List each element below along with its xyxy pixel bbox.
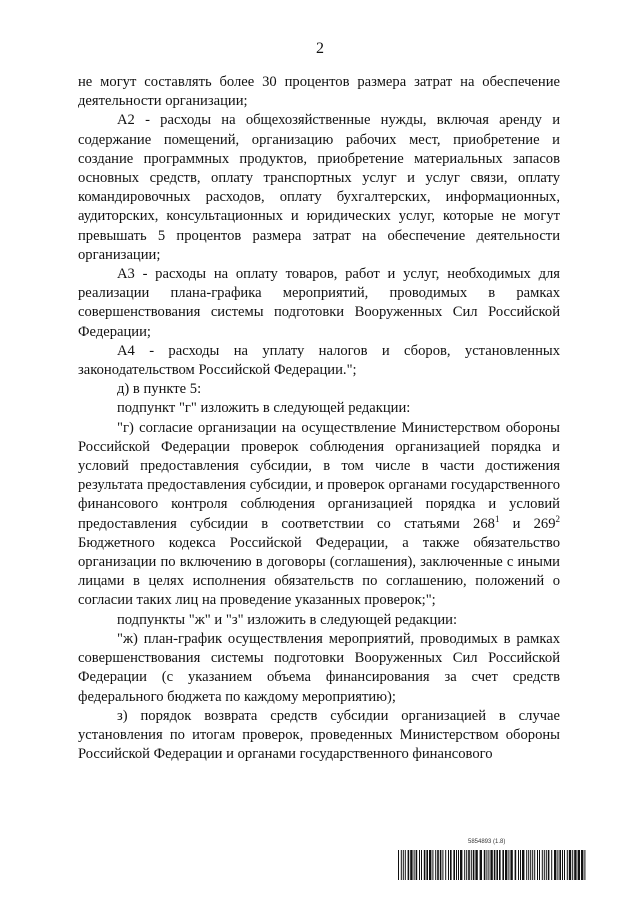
- barcode-bar: [567, 850, 568, 880]
- barcode-bar: [408, 850, 410, 880]
- barcode-bar: [410, 850, 412, 880]
- barcode-bar: [432, 850, 433, 880]
- barcode-bar: [419, 850, 420, 880]
- barcode-bar: [466, 850, 467, 880]
- paragraph-a2: А2 - расходы на общехозяйственные нужды, включая аренду и содержание помещений, организацию рабочих мест, приобретение и создание программных продуктов, приобретение материальных запасов основных средств, оплату транспортных услуг и услуг связи, оплату командировочных расходов, оплату бухгалтерских, информационных, аудиторских, консультационных и юридических услуг, которые не могут превышать 5 процентов размера затрат на обеспечение деятельности организации;: [78, 112, 560, 263]
- barcode-bar: [458, 850, 459, 880]
- barcode-bar: [426, 850, 428, 880]
- page-number: 2: [316, 40, 324, 57]
- barcode-bar: [542, 850, 543, 880]
- barcode-bar: [473, 850, 475, 880]
- barcode-bar: [414, 850, 415, 880]
- paragraph-subpoint-z: з) порядок возврата средств субсидии организацией в случае установления по итогам проверок, проведенных Министерством обороны Российской Федерации и органами государственного финансового: [78, 707, 560, 763]
- barcode-label: 5854893 (1.8): [468, 839, 506, 845]
- barcode-bar: [499, 850, 501, 880]
- barcode-bar: [453, 850, 455, 880]
- barcode-bar: [584, 850, 585, 880]
- barcode-bar: [429, 850, 431, 880]
- barcode-bar: [437, 850, 439, 880]
- barcode-bar: [557, 850, 558, 880]
- barcode-bar: [544, 850, 545, 880]
- barcode-bar: [532, 850, 533, 880]
- barcode-bar: [416, 850, 418, 880]
- barcode-bar: [528, 850, 529, 880]
- barcode-bar: [526, 850, 527, 880]
- barcode-bar: [440, 850, 442, 880]
- barcode-bar: [490, 850, 492, 880]
- barcode-bar: [448, 850, 449, 880]
- barcode-bar: [578, 850, 580, 880]
- barcode-bar: [421, 850, 422, 880]
- text-run: и 269: [499, 515, 556, 532]
- document-body: [78, 73, 560, 764]
- barcode-bar: [502, 850, 504, 880]
- paragraph-a4: А4 - расходы на уплату налогов и сборов, установленных законодательством Российской Федерации.";: [78, 342, 560, 379]
- superscript: 2: [555, 513, 560, 524]
- barcode-bar: [539, 850, 540, 880]
- barcode-bar: [480, 850, 482, 880]
- barcode-bar: [551, 850, 552, 880]
- barcode-bar: [471, 850, 472, 880]
- document-barcode: [398, 838, 588, 888]
- barcode-bar: [554, 850, 556, 880]
- barcode-bar: [564, 850, 565, 880]
- superscript: 1: [494, 513, 500, 524]
- barcode-bar: [562, 850, 563, 880]
- barcode-bar: [484, 850, 486, 880]
- barcode-bar: [505, 850, 507, 880]
- barcode-bar: [508, 850, 509, 880]
- barcode-bar: [424, 850, 426, 880]
- barcode-bar: [403, 850, 404, 880]
- barcode-bar: [468, 850, 470, 880]
- paragraph-subpoints-zh-z-intro: подпункты "ж" и "з" изложить в следующей редакции:: [117, 611, 457, 628]
- barcode-bar: [515, 850, 517, 880]
- barcode-bar: [559, 850, 561, 880]
- barcode-bar: [460, 850, 462, 880]
- barcode-bar: [464, 850, 465, 880]
- barcode-bar: [534, 850, 535, 880]
- paragraph-subpoint-zh: "ж) план-график осуществления мероприятий, проводимых в рамках совершенствования системы подготовки Вооруженных Сил Российской Федерации (с указанием объема финансирования за счет средств федерального бюджета по каждому мероприятию);: [78, 630, 560, 705]
- paragraph-a3: А3 - расходы на оплату товаров, работ и услуг, необходимых для реализации плана-графика мероприятий, проводимых в рамках совершенствования системы подготовки Вооруженных Сил Российской Федерации;: [78, 266, 560, 340]
- barcode-bar: [522, 850, 524, 880]
- barcode-bar: [494, 850, 496, 880]
- text-run: Бюджетного кодекса Российской Федерации, а также обязательство организации по включению в договоры (соглашения), заключенные с иными лицами в целях исполнения обязательств по соглашению, положений о согласии таких лиц на проведение указанных проверок;";: [78, 534, 560, 609]
- barcode-bar: [398, 850, 399, 880]
- barcode-bar: [450, 850, 452, 880]
- barcode-bar: [445, 850, 446, 880]
- paragraph-point-d: д) в пункте 5:: [117, 381, 202, 398]
- barcode-bar: [546, 850, 547, 880]
- barcode-bar: [442, 850, 443, 880]
- barcode-bar: [572, 850, 573, 880]
- barcode-bar: [456, 850, 457, 880]
- barcode-bar: [401, 850, 402, 880]
- barcode-bar: [435, 850, 436, 880]
- barcode-bar: [405, 850, 406, 880]
- barcode-bar: [537, 850, 538, 880]
- barcode-bar: [520, 850, 521, 880]
- barcode-bar: [569, 850, 571, 880]
- barcode-bar: [518, 850, 519, 880]
- barcode-bar: [486, 850, 487, 880]
- barcode-bar: [496, 850, 498, 880]
- barcode-bar: [548, 850, 550, 880]
- text-run: "г) согласие организации на осуществление Министерством обороны Российской Федерации проверок соблюдения организацией порядка и условий предоставления субсидии, в том числе в части достижения результата предоставления субсидии, и проверок органами государственного финансового контроля соблюдения организацией порядка и условий предоставления субсидии в соответствии со статьями 268: [78, 419, 560, 532]
- barcode-icon: [398, 850, 588, 880]
- barcode-bar: [510, 850, 512, 880]
- barcode-bar: [581, 850, 583, 880]
- paragraph-subpoint-g-intro: подпункт "г" изложить в следующей редакции:: [117, 400, 411, 417]
- paragraph-subpoint-g: [78, 419, 560, 611]
- barcode-bar: [475, 850, 477, 880]
- paragraph-continuation: не могут составлять более 30 процентов размера затрат на обеспечение деятельности организации;: [78, 74, 560, 110]
- barcode-bar: [530, 850, 531, 880]
- barcode-bar: [574, 850, 576, 880]
- barcode-bar: [488, 850, 489, 880]
